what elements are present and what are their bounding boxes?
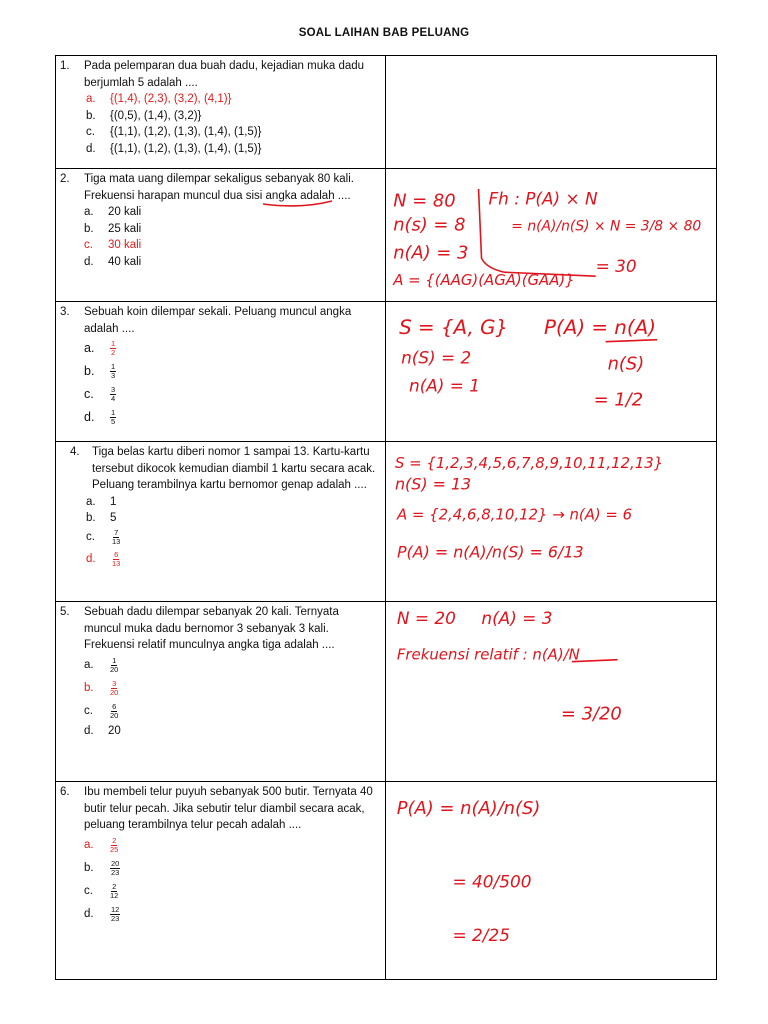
handwritten-work-2 bbox=[386, 169, 716, 301]
work-line: P(A) = n(A) bbox=[544, 315, 656, 339]
question-cell-3 bbox=[56, 302, 386, 442]
option-b: b. $\frac{1}{3}$ bbox=[84, 362, 116, 380]
option-a: a. $\frac{1}{2}$ bbox=[84, 339, 116, 357]
question-row-4 bbox=[56, 442, 717, 602]
work-line: n(S) = 2 bbox=[401, 347, 472, 368]
answer-cell-6 bbox=[386, 782, 717, 980]
answer-cell-5 bbox=[386, 602, 717, 782]
work-line: S = {A, G} bbox=[399, 315, 509, 339]
question-cell-2 bbox=[56, 169, 386, 302]
question-row-6 bbox=[56, 782, 717, 980]
option-d: d. {(1,1), (1,2), (1,3), (1,4), (1,5)} bbox=[86, 142, 262, 155]
handwritten-work-6 bbox=[386, 782, 716, 979]
option-b: b. $\frac{20}{23}$ bbox=[84, 858, 120, 877]
option-a: a. $\frac{1}{20}$ bbox=[84, 655, 119, 674]
work-line: Fh : P(A) × N bbox=[488, 188, 598, 209]
work-line: = 1/2 bbox=[593, 389, 644, 411]
option-c: c. 30 kali bbox=[84, 239, 142, 251]
option-c: c. $\frac{2}{12}$ bbox=[84, 881, 119, 900]
question-cell-5 bbox=[56, 602, 386, 782]
work-line: Frekuensi relatif : n(A)/N bbox=[396, 645, 580, 664]
question-stem: Ibu membeli telur puyuh sebanyak 500 butir. Ternyata 40 butir telur pecah. Jika sebutir telur diambil secara acak, peluang terambilnya telur pecah adalah .... bbox=[84, 786, 373, 831]
question-number: 2. bbox=[60, 173, 70, 185]
question-number: 5. bbox=[60, 606, 70, 618]
question-number: 3. bbox=[60, 306, 70, 318]
option-b: b. $\frac{3}{20}$ bbox=[84, 678, 119, 697]
answer-cell-4 bbox=[386, 442, 717, 602]
option-a: a. 20 kali bbox=[84, 206, 142, 218]
work-line: n(S) bbox=[607, 353, 645, 375]
question-stem: Pada pelemparan dua buah dadu, kejadian muka dadu berjumlah 5 adalah .... bbox=[84, 60, 365, 89]
option-d: d. 20 bbox=[84, 724, 121, 737]
question-row-3 bbox=[56, 302, 717, 442]
question-stem: Tiga mata uang dilempar sekaligus sebanyak 80 kali. Frekuensi harapan muncul dua sisi angka adalah .... bbox=[84, 173, 354, 202]
work-line: = n(A)/n(S) × N = 3/8 × 80 bbox=[511, 218, 702, 235]
work-line: = 2/25 bbox=[452, 925, 511, 946]
question-cell-4 bbox=[56, 442, 386, 602]
handwritten-work-3 bbox=[386, 302, 716, 441]
answer-cell-1 bbox=[386, 56, 717, 169]
option-c: c. {(1,1), (1,2), (1,3), (1,4), (1,5)} bbox=[86, 126, 262, 138]
question-cell-1 bbox=[56, 56, 386, 169]
question-cell-6 bbox=[56, 782, 386, 980]
question-number: 1. bbox=[60, 60, 70, 72]
option-a: a. {(1,4), (2,3), (3,2), (4,1)} bbox=[86, 93, 232, 105]
question-stem: Sebuah koin dilempar sekali. Peluang muncul angka adalah .... bbox=[84, 306, 352, 335]
work-line: n(A) = 3 bbox=[481, 607, 553, 628]
option-a: a. $\frac{2}{25}$ bbox=[84, 835, 119, 854]
handwritten-work-5 bbox=[386, 602, 716, 781]
work-line: = 40/500 bbox=[452, 871, 532, 892]
question-stem: Tiga belas kartu diberi nomor 1 sampai 13. Kartu-kartu tersebut dikocok kemudian diambil 1 kartu secara acak. Peluang terambilnya kartu bernomor genap adalah .... bbox=[92, 446, 376, 491]
option-b: b. 5 bbox=[86, 512, 117, 524]
question-number: 4. bbox=[70, 446, 80, 458]
answer-cell-3 bbox=[386, 302, 717, 442]
work-line: = 30 bbox=[595, 256, 637, 277]
question-number: 6. bbox=[60, 786, 70, 798]
work-line: S = {1,2,3,4,5,6,7,8,9,10,11,12,13} bbox=[394, 453, 664, 472]
answer-cell-2 bbox=[386, 169, 717, 302]
option-d: d. $\frac{6}{13}$ bbox=[86, 550, 121, 568]
option-d: d. 40 kali bbox=[84, 255, 142, 268]
work-line: n(S) = 13 bbox=[394, 474, 472, 494]
option-d: d. $\frac{1}{5}$ bbox=[84, 408, 116, 426]
option-d: d. $\frac{12}{23}$ bbox=[84, 904, 120, 923]
work-line: P(A) = n(A)/n(S) bbox=[396, 797, 541, 819]
option-a: a. 1 bbox=[86, 495, 117, 508]
work-line: n(A) = 1 bbox=[409, 375, 480, 396]
work-line: N = 20 bbox=[396, 607, 456, 628]
question-table bbox=[55, 55, 717, 980]
page-title: SOAL LAIHAN BAB PELUANG bbox=[298, 27, 470, 39]
question-row-1 bbox=[56, 56, 717, 169]
handwritten-underline bbox=[56, 169, 385, 302]
question-row-2 bbox=[56, 169, 717, 302]
work-line: n(A) = 3 bbox=[393, 242, 469, 264]
work-line: A = {(AAG)(AGA)(GAA)} bbox=[393, 271, 575, 290]
work-line: N = 80 bbox=[393, 190, 456, 212]
question-stem: Sebuah dadu dilempar sebanyak 20 kali. Ternyata muncul muka dadu bernomor 3 sebanyak 3 kali. Frekuensi relatif munculnya angka tiga adalah .... bbox=[84, 606, 339, 651]
work-line: = 3/20 bbox=[560, 703, 622, 725]
option-c: c. $\frac{3}{4}$ bbox=[84, 385, 116, 403]
option-b: b. 25 kali bbox=[84, 222, 142, 235]
work-line: P(A) = n(A)/n(S) = 6/13 bbox=[396, 542, 584, 562]
handwritten-work-4 bbox=[386, 442, 716, 601]
question-row-5 bbox=[56, 602, 717, 782]
work-line: n(s) = 8 bbox=[393, 214, 466, 236]
option-c: c. $\frac{6}{20}$ bbox=[84, 701, 119, 720]
option-c: c. $\frac{7}{13}$ bbox=[86, 528, 121, 546]
option-b: b. {(0,5), (1,4), (3,2)} bbox=[86, 109, 202, 122]
work-line: A = {2,4,6,8,10,12} → n(A) = 6 bbox=[396, 505, 633, 524]
